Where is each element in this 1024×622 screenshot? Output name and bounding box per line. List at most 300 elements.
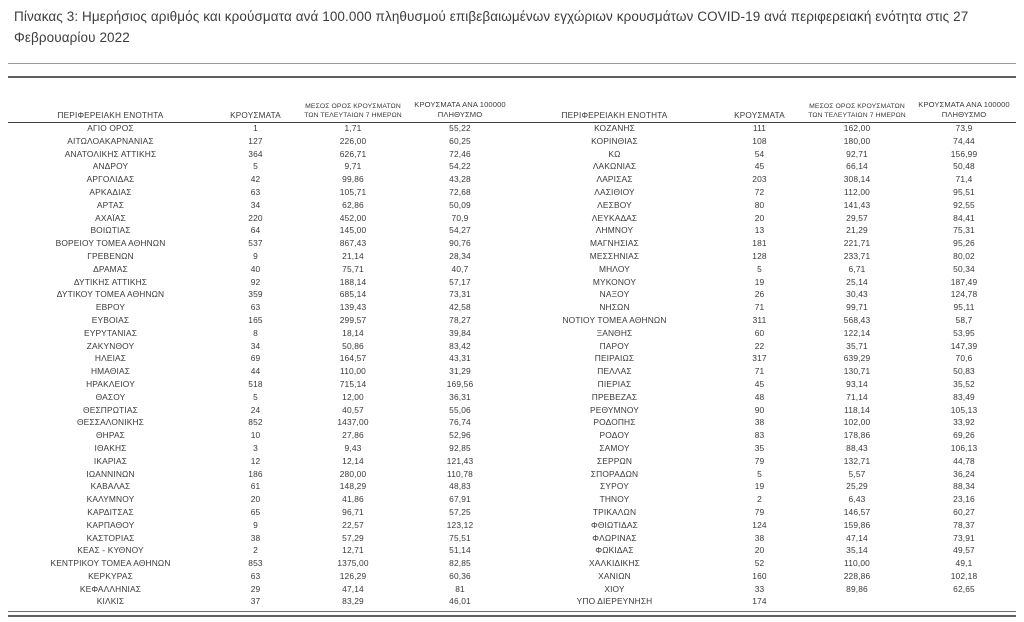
table-row xyxy=(512,199,1016,212)
table-row xyxy=(8,391,512,404)
table-row xyxy=(512,493,1016,506)
cell-cases: 44 xyxy=(250,366,261,377)
cell-per-100000: 57,17 xyxy=(449,276,471,287)
cell-7day-avg: 93,14 xyxy=(846,378,868,389)
cell-region-name: ΑΙΤΩΛΟΑΚΑΡΝΑΝΙΑΣ xyxy=(67,135,154,146)
column-header-region: ΠΕΡΙΦΕΡΕΙΑΚΗ ΕΝΟΤΗΤΑ xyxy=(57,111,164,120)
cell-per-100000 xyxy=(912,595,1016,608)
table-row xyxy=(512,186,1016,199)
table-row xyxy=(8,288,512,301)
cell-cases: 38 xyxy=(754,417,765,428)
cell-per-100000: 60,27 xyxy=(953,506,975,517)
table-row xyxy=(512,314,1016,327)
cell-region-name: ΣΑΜΟΥ xyxy=(599,442,630,453)
table-row xyxy=(8,263,512,276)
cell-per-100000: 49,57 xyxy=(953,545,975,556)
table-row xyxy=(8,404,512,417)
cell-region-name: ΑΓΙΟ ΟΡΟΣ xyxy=(87,123,134,133)
cell-cases: 5 xyxy=(757,263,762,274)
cell-cases: 60 xyxy=(754,327,765,338)
table-row xyxy=(512,532,1016,545)
cell-per-100000: 36,24 xyxy=(953,468,975,479)
cell-cases: 29 xyxy=(250,583,261,594)
cell-per-100000: 51,14 xyxy=(449,545,471,556)
cell-region-name: ΔΥΤΙΚΗΣ ΑΤΤΙΚΗΣ xyxy=(73,276,148,287)
bottom-rule-thin xyxy=(8,611,1016,612)
cell-7day-avg: 50,86 xyxy=(342,340,364,351)
cell-cases: 364 xyxy=(248,148,263,159)
cell-per-100000: 83,49 xyxy=(953,391,975,402)
table-row xyxy=(512,160,1016,173)
cell-per-100000: 76,74 xyxy=(449,417,471,428)
cell-7day-avg: 221,71 xyxy=(843,238,871,249)
table-row xyxy=(8,519,512,532)
cell-7day-avg: 126,29 xyxy=(339,570,367,581)
cell-cases: 64 xyxy=(250,225,261,236)
cell-7day-avg: 66,14 xyxy=(846,161,868,172)
table-row xyxy=(8,557,512,570)
cell-region-name: ΘΗΡΑΣ xyxy=(95,430,126,441)
region-table-right xyxy=(512,86,1016,608)
cell-region-name: ΑΝΑΤΟΛΙΚΗΣ ΑΤΤΙΚΗΣ xyxy=(64,148,157,159)
cell-cases: 79 xyxy=(754,506,765,517)
cell-region-name: ΚΙΛΚΙΣ xyxy=(96,596,125,607)
cell-region-name: ΗΡΑΚΛΕΙΟΥ xyxy=(86,378,135,389)
cell-7day-avg: 132,71 xyxy=(843,455,871,466)
cell-region-name: ΡΟΔΟΥ xyxy=(599,430,630,441)
cell-cases: 63 xyxy=(250,302,261,313)
cell-region-name: ΚΕΡΚΥΡΑΣ xyxy=(88,570,133,581)
cell-cases: 181 xyxy=(752,238,767,249)
cell-cases: 34 xyxy=(250,340,261,351)
cell-region-name: ΜΕΣΣΗΝΙΑΣ xyxy=(589,250,640,261)
cell-region-name: ΛΑΣΙΘΙΟΥ xyxy=(594,186,635,197)
cell-per-100000: 57,25 xyxy=(449,506,471,517)
table-row xyxy=(8,276,512,289)
cell-region-name: ΒΟΙΩΤΙΑΣ xyxy=(90,225,131,236)
cell-per-100000: 54,27 xyxy=(449,225,471,236)
cell-per-100000: 90,76 xyxy=(449,238,471,249)
table-row xyxy=(512,416,1016,429)
cell-7day-avg: 568,43 xyxy=(843,314,871,325)
table-row xyxy=(8,301,512,314)
table-row xyxy=(512,365,1016,378)
cell-cases: 24 xyxy=(250,404,261,415)
cell-7day-avg: 226,00 xyxy=(339,135,367,146)
cell-cases: 518 xyxy=(248,378,263,389)
cell-cases: 3 xyxy=(253,442,258,453)
table-row xyxy=(8,314,512,327)
cell-per-100000: 69,26 xyxy=(953,430,975,441)
cell-per-100000: 84,41 xyxy=(953,212,975,223)
cell-per-100000: 105,13 xyxy=(950,404,978,415)
cell-per-100000: 50,34 xyxy=(953,263,975,274)
cell-cases: 71 xyxy=(754,366,765,377)
cell-7day-avg: 1,71 xyxy=(344,123,362,133)
cell-cases: 852 xyxy=(248,417,263,428)
table-row xyxy=(512,378,1016,391)
cell-7day-avg: 1437,00 xyxy=(337,417,369,428)
cell-7day-avg: 9,71 xyxy=(344,161,362,172)
header-underline xyxy=(8,122,1016,123)
cell-7day-avg: 12,14 xyxy=(342,455,364,466)
cell-per-100000: 43,28 xyxy=(449,174,471,185)
cell-cases: 37 xyxy=(250,596,261,607)
covid-region-tables xyxy=(8,86,1016,608)
cell-per-100000: 55,06 xyxy=(449,404,471,415)
cell-region-name: ΤΡΙΚΑΛΩΝ xyxy=(592,506,637,517)
table-row xyxy=(8,340,512,353)
cell-region-name: ΚΑΡΠΑΘΟΥ xyxy=(86,519,135,530)
cell-cases: 317 xyxy=(752,353,767,364)
cell-7day-avg: 6,71 xyxy=(848,263,866,274)
table-row xyxy=(8,135,512,148)
cell-region-name: ΣΕΡΡΩΝ xyxy=(596,455,633,466)
cell-cases: 5 xyxy=(757,468,762,479)
cell-per-100000: 60,25 xyxy=(449,135,471,146)
cell-region-name: ΣΥΡΟΥ xyxy=(600,481,629,492)
table-row xyxy=(512,557,1016,570)
cell-per-100000: 80,02 xyxy=(953,250,975,261)
cell-7day-avg: 228,86 xyxy=(843,570,871,581)
cell-region-name: ΕΒΡΟΥ xyxy=(95,302,126,313)
header-row xyxy=(8,86,512,122)
cell-cases: 34 xyxy=(250,199,261,210)
cell-region-name: ΠΕΙΡΑΙΩΣ xyxy=(594,353,635,364)
cell-region-name: ΓΡΕΒΕΝΩΝ xyxy=(87,250,134,261)
table-row xyxy=(8,224,512,237)
cell-cases: 174 xyxy=(752,596,767,607)
table-row xyxy=(8,442,512,455)
column-header-per-100000: ΚΡΟΥΣΜΑΤΑ ΑΝΑ 100000 ΠΛΗΘΥΣΜΟ xyxy=(414,100,506,120)
cell-region-name: ΚΩ xyxy=(608,148,621,159)
cell-7day-avg: 1375,00 xyxy=(337,558,369,569)
cell-7day-avg: 27,86 xyxy=(342,430,364,441)
cell-per-100000: 123,12 xyxy=(446,519,474,530)
table-row xyxy=(512,442,1016,455)
table-row xyxy=(512,148,1016,161)
cell-region-name: ΚΑΣΤΟΡΙΑΣ xyxy=(86,532,135,543)
cell-cases: 83 xyxy=(754,430,765,441)
cell-7day-avg: 25,14 xyxy=(846,276,868,287)
cell-cases: 165 xyxy=(248,314,263,325)
table-row xyxy=(8,173,512,186)
cell-region-name: ΔΡΑΜΑΣ xyxy=(93,263,128,274)
table-row xyxy=(8,570,512,583)
cell-region-name: ΚΑΡΔΙΤΣΑΣ xyxy=(87,506,134,517)
cell-cases: 38 xyxy=(250,532,261,543)
table-row xyxy=(8,506,512,519)
cell-cases: 71 xyxy=(754,302,765,313)
cell-7day-avg: 35,14 xyxy=(846,545,868,556)
cell-per-100000: 74,44 xyxy=(953,135,975,146)
cell-per-100000: 72,68 xyxy=(449,186,471,197)
cell-cases: 186 xyxy=(248,468,263,479)
cell-per-100000: 92,85 xyxy=(449,442,471,453)
cell-per-100000: 82,85 xyxy=(449,558,471,569)
cell-region-name: ΑΡΓΟΛΙΔΑΣ xyxy=(86,174,135,185)
cell-per-100000: 42,58 xyxy=(449,302,471,313)
cell-per-100000: 35,52 xyxy=(953,378,975,389)
cell-per-100000: 124,78 xyxy=(950,289,978,300)
table-row xyxy=(512,276,1016,289)
cell-per-100000: 36,31 xyxy=(449,391,471,402)
cell-region-name: ΚΕΝΤΡΙΚΟΥ ΤΟΜΕΑ ΑΘΗΝΩΝ xyxy=(50,558,171,569)
cell-per-100000: 75,51 xyxy=(449,532,471,543)
cell-per-100000: 78,27 xyxy=(449,314,471,325)
cell-7day-avg: 308,14 xyxy=(843,174,871,185)
cell-7day-avg: 299,57 xyxy=(339,314,367,325)
cell-region-name: ΑΡΤΑΣ xyxy=(96,199,125,210)
cell-region-name: ΡΕΘΥΜΝΟΥ xyxy=(589,404,640,415)
cell-cases: 359 xyxy=(248,289,263,300)
cell-cases: 853 xyxy=(248,558,263,569)
cell-cases: 9 xyxy=(253,250,258,261)
cell-cases: 311 xyxy=(752,314,767,325)
cell-7day-avg: 9,43 xyxy=(344,442,362,453)
cell-cases: 26 xyxy=(754,289,765,300)
cell-7day-avg: 35,71 xyxy=(846,340,868,351)
cell-7day-avg: 75,71 xyxy=(342,263,364,274)
table-row xyxy=(8,212,512,225)
cell-per-100000: 92,55 xyxy=(953,199,975,210)
cell-region-name: ΠΕΛΛΑΣ xyxy=(597,366,632,377)
table-row xyxy=(8,493,512,506)
cell-region-name: ΙΩΑΝΝΙΝΩΝ xyxy=(86,468,135,479)
cell-region-name: ΑΡΚΑΔΙΑΣ xyxy=(89,186,132,197)
table-row xyxy=(512,544,1016,557)
cell-cases: 220 xyxy=(248,212,263,223)
cell-region-name: ΚΑΒΑΛΑΣ xyxy=(90,481,131,492)
table-row xyxy=(8,352,512,365)
cell-7day-avg: 188,14 xyxy=(339,276,367,287)
cell-region-name: ΙΘΑΚΗΣ xyxy=(94,442,127,453)
cell-cases: 92 xyxy=(250,276,261,287)
cell-cases: 20 xyxy=(754,212,765,223)
table-row xyxy=(512,250,1016,263)
cell-7day-avg: 102,00 xyxy=(843,417,871,428)
cell-region-name: ΧΑΝΙΩΝ xyxy=(598,570,631,581)
cell-region-name: ΚΟΡΙΝΘΙΑΣ xyxy=(591,135,638,146)
cell-per-100000: 156,99 xyxy=(950,148,978,159)
cell-cases: 80 xyxy=(754,199,765,210)
cell-region-name: ΒΟΡΕΙΟΥ ΤΟΜΕΑ ΑΘΗΝΩΝ xyxy=(55,238,166,249)
cell-per-100000: 50,83 xyxy=(953,366,975,377)
cell-cases: 38 xyxy=(754,532,765,543)
cell-per-100000: 73,91 xyxy=(953,532,975,543)
cell-cases: 1 xyxy=(253,123,258,133)
table-body-left xyxy=(8,122,512,608)
table-row xyxy=(512,583,1016,596)
cell-per-100000: 52,96 xyxy=(449,430,471,441)
cell-per-100000: 67,91 xyxy=(449,494,471,505)
cell-per-100000: 33,92 xyxy=(953,417,975,428)
table-row xyxy=(8,583,512,596)
table-row xyxy=(8,199,512,212)
cell-per-100000: 23,16 xyxy=(953,494,975,505)
cell-7day-avg: 18,14 xyxy=(342,327,364,338)
table-row xyxy=(8,468,512,481)
cell-7day-avg: 110,00 xyxy=(844,558,870,569)
cell-cases: 127 xyxy=(248,135,263,146)
cell-per-100000: 48,83 xyxy=(449,481,471,492)
cell-7day-avg: 30,43 xyxy=(846,289,868,300)
cell-7day-avg: 178,86 xyxy=(843,430,871,441)
cell-7day-avg: 639,29 xyxy=(843,353,871,364)
table-row xyxy=(512,468,1016,481)
cell-7day-avg: 867,43 xyxy=(339,238,367,249)
cell-cases: 90 xyxy=(754,404,765,415)
cell-7day-avg: 280,00 xyxy=(339,468,367,479)
table-row xyxy=(512,506,1016,519)
cell-7day-avg: 57,29 xyxy=(342,532,364,543)
cell-per-100000: 88,34 xyxy=(953,481,975,492)
cell-cases: 20 xyxy=(754,545,765,556)
table-row xyxy=(8,595,512,608)
cell-per-100000: 81 xyxy=(455,583,465,594)
cell-7day-avg: 118,14 xyxy=(844,404,870,415)
cell-cases: 19 xyxy=(754,481,765,492)
cell-region-name: ΠΡΕΒΕΖΑΣ xyxy=(591,391,638,402)
cell-cases: 108 xyxy=(752,135,767,146)
cell-cases: 72 xyxy=(754,186,765,197)
cell-per-100000: 39,84 xyxy=(449,327,471,338)
cell-7day-avg: 6,43 xyxy=(848,494,866,505)
cell-per-100000: 187,49 xyxy=(950,276,978,287)
table-row xyxy=(8,544,512,557)
cell-region-name: ΙΚΑΡΙΑΣ xyxy=(93,455,128,466)
cell-region-name: ΚΕΦΑΛΛΗΝΙΑΣ xyxy=(79,583,142,594)
cell-cases: 69 xyxy=(250,353,261,364)
cell-7day-avg: 146,57 xyxy=(843,506,871,517)
cell-region-name: ΜΑΓΝΗΣΙΑΣ xyxy=(590,238,639,249)
cell-per-100000: 78,37 xyxy=(953,519,975,530)
cell-per-100000: 83,42 xyxy=(449,340,471,351)
table-row xyxy=(512,352,1016,365)
cell-region-name: ΛΑΡΙΣΑΣ xyxy=(596,174,633,185)
cell-region-name: ΝΗΣΩΝ xyxy=(599,302,630,313)
cell-cases: 537 xyxy=(248,238,263,249)
cell-region-name: ΦΩΚΙΔΑΣ xyxy=(595,545,634,556)
table-row xyxy=(8,365,512,378)
cell-cases: 19 xyxy=(754,276,765,287)
cell-cases: 63 xyxy=(250,570,261,581)
table-row xyxy=(512,595,1016,608)
cell-region-name: ΡΟΔΟΠΗΣ xyxy=(593,417,636,428)
cell-7day-avg: 452,00 xyxy=(339,212,367,223)
top-rule-thick xyxy=(8,76,1016,78)
table-row xyxy=(512,340,1016,353)
table-row xyxy=(8,237,512,250)
column-header-cases: ΚΡΟΥΣΜΑΤΑ xyxy=(230,111,281,120)
cell-region-name: ΛΑΚΩΝΙΑΣ xyxy=(592,161,637,172)
cell-region-name: ΥΠΟ ΔΙΕΡΕΥΝΗΣΗ xyxy=(576,596,653,607)
cell-region-name: ΖΑΚΥΝΘΟΥ xyxy=(86,340,135,351)
table-row xyxy=(512,519,1016,532)
cell-cases: 9 xyxy=(253,519,258,530)
cell-per-100000: 70,9 xyxy=(451,212,469,223)
cell-cases: 65 xyxy=(250,506,261,517)
cell-per-100000: 95,51 xyxy=(953,186,975,197)
cell-per-100000: 72,46 xyxy=(449,148,471,159)
cell-per-100000: 50,09 xyxy=(449,199,471,210)
cell-cases: 48 xyxy=(754,391,765,402)
cell-7day-avg: 22,57 xyxy=(342,519,364,530)
cell-cases: 10 xyxy=(250,430,261,441)
cell-region-name: ΦΘΙΩΤΙΔΑΣ xyxy=(591,519,638,530)
cell-cases: 203 xyxy=(752,174,767,185)
table-row xyxy=(8,378,512,391)
cell-per-100000: 49,1 xyxy=(955,558,973,569)
region-table-left xyxy=(8,86,512,608)
cell-7day-avg: 105,71 xyxy=(339,186,367,197)
cell-7day-avg: 71,14 xyxy=(846,391,868,402)
table-row xyxy=(8,532,512,545)
covid-table-right xyxy=(512,86,1016,608)
cell-7day-avg: 40,57 xyxy=(342,404,364,415)
cell-7day-avg: 159,86 xyxy=(843,519,871,530)
cell-cases: 79 xyxy=(754,455,765,466)
column-header-region: ΠΕΡΙΦΕΡΕΙΑΚΗ ΕΝΟΤΗΤΑ xyxy=(561,111,668,120)
table-row xyxy=(512,237,1016,250)
cell-cases: 160 xyxy=(752,570,767,581)
cell-cases: 111 xyxy=(752,123,767,133)
cell-per-100000: 31,29 xyxy=(449,366,471,377)
table-row xyxy=(8,148,512,161)
cell-per-100000: 147,39 xyxy=(950,340,978,351)
cell-region-name: ΕΥΒΟΙΑΣ xyxy=(91,314,130,325)
table-row xyxy=(512,429,1016,442)
table-row xyxy=(512,570,1016,583)
cell-cases: 54 xyxy=(754,148,765,159)
cell-region-name: ΠΑΡΟΥ xyxy=(599,340,630,351)
table-row xyxy=(512,480,1016,493)
cell-region-name: ΑΝΔΡΟΥ xyxy=(92,161,129,172)
cell-region-name: ΗΜΑΘΙΑΣ xyxy=(90,366,131,377)
table-row xyxy=(8,160,512,173)
cell-7day-avg: 145,00 xyxy=(339,225,367,236)
cell-per-100000: 75,31 xyxy=(953,225,975,236)
table-row xyxy=(8,186,512,199)
cell-cases: 124 xyxy=(752,519,767,530)
cell-per-100000: 95,11 xyxy=(953,302,975,313)
table-row xyxy=(8,122,512,135)
table-row xyxy=(8,455,512,468)
cell-region-name: ΚΑΛΥΜΝΟΥ xyxy=(86,494,135,505)
cell-per-100000: 55,22 xyxy=(449,123,471,133)
cell-7day-avg: 626,71 xyxy=(339,148,367,159)
table-row xyxy=(512,301,1016,314)
cell-per-100000: 54,22 xyxy=(449,161,471,172)
cell-region-name: ΧΑΛΚΙΔΙΚΗΣ xyxy=(589,558,640,569)
cell-region-name: ΝΑΞΟΥ xyxy=(599,289,630,300)
cell-region-name: ΤΗΝΟΥ xyxy=(599,494,630,505)
cell-per-100000: 46,01 xyxy=(449,596,471,607)
cell-region-name: ΛΗΜΝΟΥ xyxy=(595,225,634,236)
cell-7day-avg: 83,29 xyxy=(342,596,364,607)
cell-region-name: ΞΑΝΘΗΣ xyxy=(596,327,633,338)
cell-per-100000: 73,31 xyxy=(449,289,471,300)
cell-per-100000: 106,13 xyxy=(950,442,978,453)
cell-per-100000: 73,9 xyxy=(955,123,973,133)
cell-7day-avg: 12,71 xyxy=(342,545,364,556)
cell-cases: 20 xyxy=(250,494,261,505)
cell-cases: 12 xyxy=(250,455,261,466)
cell-region-name: ΔΥΤΙΚΟΥ ΤΟΜΕΑ ΑΘΗΝΩΝ xyxy=(56,289,165,300)
cell-region-name: ΝΟΤΙΟΥ ΤΟΜΕΑ ΑΘΗΝΩΝ xyxy=(562,314,667,325)
cell-7day-avg: 110,00 xyxy=(340,366,366,377)
cell-cases: 35 xyxy=(754,442,765,453)
